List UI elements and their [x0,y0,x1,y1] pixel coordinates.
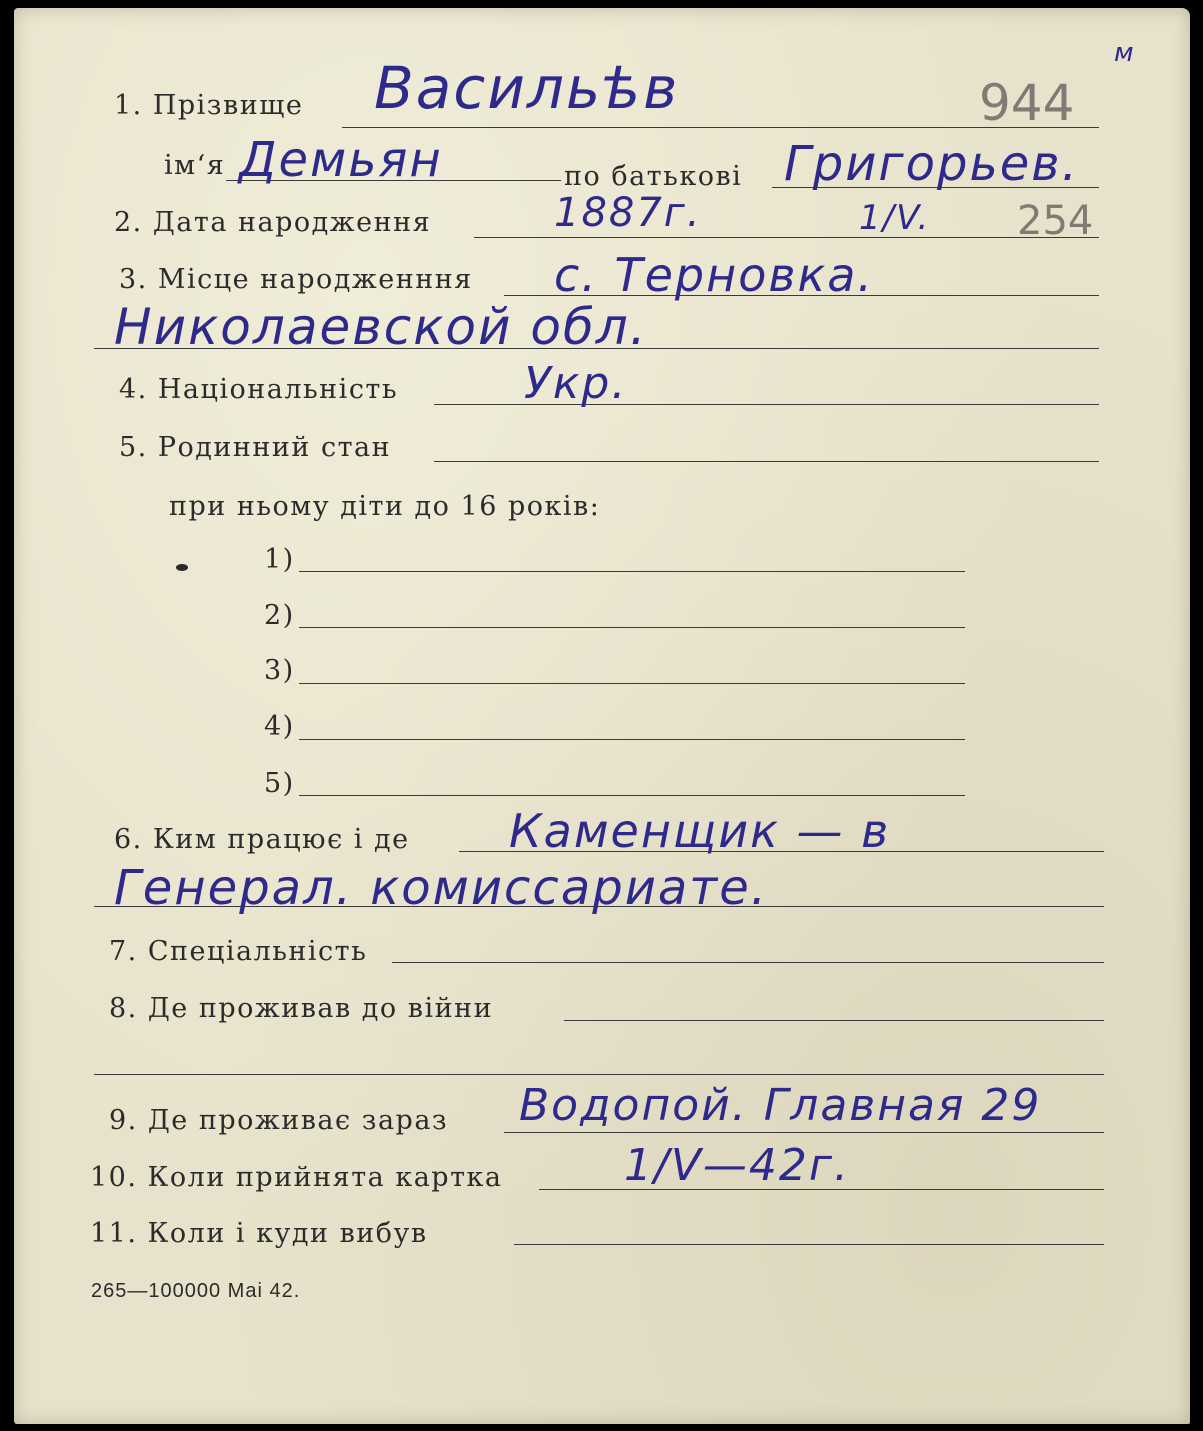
top-right-mark: м [1114,38,1136,68]
label-departed: 11. Коли і куди вибув [90,1218,428,1249]
line-current [504,1132,1104,1133]
print-code: 265—100000 Mai 42. [91,1280,301,1302]
line-prewar-1 [564,1020,1104,1021]
label-birthplace: 3. Місце народженння [119,264,473,295]
line-marital [434,461,1099,462]
handwritten-birthplace-1: с. Терновка. [554,248,875,302]
handwritten-nationality: Укр. [524,358,628,409]
label-child-4: 4) [264,711,295,742]
handwritten-birth-year: 1887г. [554,190,702,236]
handwritten-patronymic: Григорьев. [784,136,1079,192]
handwritten-name: Демьян [239,132,443,188]
label-birthdate: 2. Дата народження [114,207,432,238]
line-child-3 [299,683,965,684]
label-child-5: 5) [264,768,295,799]
label-surname: 1. Прізвище [114,90,304,121]
handwritten-birthplace-2: Николаевской обл. [114,298,648,356]
line-specialty [392,962,1104,963]
label-children: при ньому діти до 16 років: [169,491,601,522]
line-child-4 [299,739,965,740]
line-child-2 [299,627,965,628]
label-nationality: 4. Національність [119,374,399,405]
label-child-2: 2) [264,600,295,631]
registration-card [14,8,1190,1424]
label-prewar-residence: 8. Де проживав до війни [109,993,494,1024]
label-marital-status: 5. Родинний стан [119,432,392,463]
handwritten-birth-day: 1/V. [859,198,931,238]
punch-hole [176,564,188,571]
handwritten-surname: Васильѣв [374,54,680,122]
label-specialty: 7. Спеціальність [109,936,368,967]
pencil-number-254: 254 [1017,198,1094,244]
handwritten-accepted-date: 1/V—42г. [624,1140,851,1191]
label-name: ім‘я [164,150,226,181]
handwritten-current-address: Водопой. Главная 29 [519,1080,1042,1131]
handwritten-work-2: Генерал. комиссариате. [114,860,769,916]
label-current-residence: 9. Де проживає зараз [109,1105,449,1136]
pencil-number-944: 944 [979,74,1075,132]
label-patronymic: по батькові [564,161,743,192]
label-child-3: 3) [264,655,295,686]
line-child-1 [299,571,965,572]
label-card-accepted: 10. Коли прийнята картка [90,1162,503,1193]
label-work: 6. Ким працює і де [114,824,410,855]
label-child-1: 1) [264,544,295,575]
line-birthdate [474,237,1099,238]
line-departed [514,1244,1104,1245]
handwritten-work-1: Каменщик — в [509,804,891,858]
line-prewar-2 [94,1074,1104,1075]
line-child-5 [299,795,965,796]
